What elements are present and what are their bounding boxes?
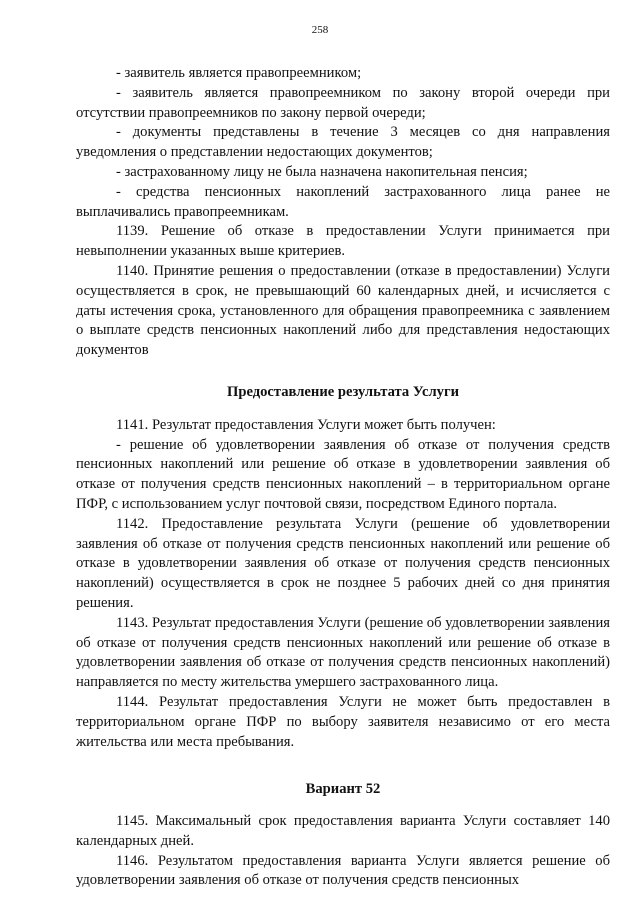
- paragraph-1145: 1145. Максимальный срок предоставления варианта Услуги составляет 140 календарных дней.: [76, 813, 610, 849]
- paragraph-1144: 1144. Результат предоставления Услуги не может быть предоставлен в территориальном органе ПФР по выбору заявителя независимо от его места жительства или места пребывания.: [76, 693, 610, 750]
- paragraph-1141: 1141. Результат предоставления Услуги может быть получен:: [116, 416, 496, 433]
- criterion-second-order: - заявитель является правопреемником по закону второй очереди при отсутствии правопреемников по закону первой очереди;: [76, 84, 610, 121]
- criterion-not-paid: - средства пенсионных накоплений застрахованного лица ранее не выплачивались правопреемникам.: [76, 183, 610, 220]
- paragraph-1141-item: - решение об удовлетворении заявления об отказе от получения средств пенсионных накоплений или решение об отказе в удовлетворении заявления об отказе от получения средств пенсионных накоплений – в территориальном органе ПФР, с использованием услуг почтовой связи, посредством Единого портала.: [76, 436, 610, 512]
- paragraph-1143: 1143. Результат предоставления Услуги (решение об удовлетворении заявления об отказе от получения средств пенсионных накоплений или решение об отказе в удовлетворении заявления об отказе от получения средств пенсионных накоплений) направляется по месту жительства умершего застрахованного лица.: [76, 614, 610, 691]
- paragraph-1140: 1140. Принятие решения о предоставлении (отказе в предоставлении) Услуги осуществляется в срок, не превышающий 60 календарных дней, и исчисляется с даты истечения срока, установленного для обращения правопреемника с заявлением о выплате средств пенсионных накоплений либо для представления недостающих документов: [76, 262, 610, 359]
- criterion-documents-term: - документы представлены в течение 3 месяцев со дня направления уведомления о представлении недостающих документов;: [76, 124, 610, 161]
- document-body: [76, 64, 610, 891]
- paragraph-1139: 1139. Решение об отказе в предоставлении Услуги принимается при невыполнении указанных выше критериев.: [76, 223, 610, 260]
- page-number: 258: [311, 24, 329, 36]
- section-heading-variant: Вариант 52: [305, 781, 381, 798]
- criterion-no-pension: - застрахованному лицу не была назначена накопительная пенсия;: [116, 163, 528, 180]
- paragraph-1146: 1146. Результатом предоставления варианта Услуги является решение об удовлетворении заявления об отказе от получения средств пенсионных: [76, 852, 610, 889]
- paragraph-1142: 1142. Предоставление результата Услуги (решение об удовлетворении заявления об отказе от получения средств пенсионных накоплений или решение об отказе в удовлетворении заявления об отказе от получения средств пенсионных накоплений) осуществляется в срок не позднее 5 рабочих дней со дня принятия решения.: [76, 515, 610, 611]
- section-heading-result: Предоставление результата Услуги: [227, 383, 459, 400]
- criterion-successor: - заявитель является правопреемником;: [116, 65, 362, 81]
